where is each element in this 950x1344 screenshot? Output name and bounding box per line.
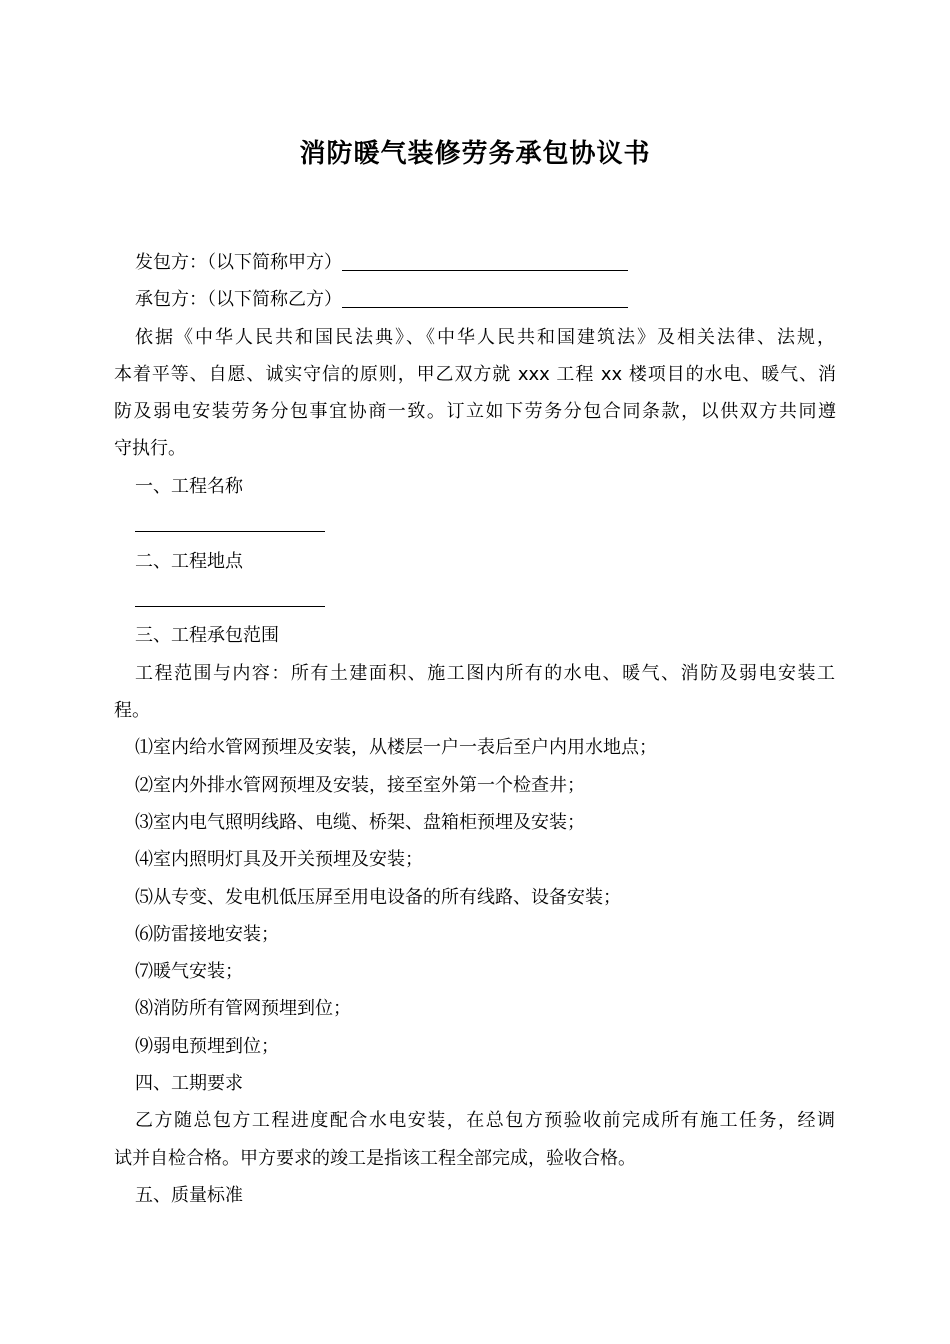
party-b-label: 承包方：（以下简称乙方） (135, 289, 342, 310)
intro-line-1: 依据《中华人民共和国民法典》、《中华人民共和国建筑法》及相关法律、法规， (135, 327, 835, 348)
scope-line-1: 工程范围与内容：所有土建面积、施工图内所有的水电、暖气、消防及弱电安装工 (135, 663, 835, 684)
section-3-heading: 三、工程承包范围 (135, 625, 279, 646)
party-b-row (135, 281, 835, 318)
project-name-blank (135, 531, 325, 532)
section-5-heading: 五、质量标准 (135, 1185, 243, 1206)
project-location-blank (135, 606, 325, 607)
party-b-blank (342, 285, 628, 308)
scope-line-2: 程。 (114, 700, 150, 721)
intro-line-3: 防及弱电安装劳务分包事宜协商一致。订立如下劳务分包合同条款，以供双方共同遵 (114, 401, 836, 422)
party-a-blank (342, 248, 628, 271)
scope-item-2: ⑵室内外排水管网预埋及安装，接至室外第一个检查井； (135, 775, 585, 796)
party-a-row (135, 244, 835, 281)
schedule-line-2: 试并自检合格。甲方要求的竣工是指该工程全部完成，验收合格。 (114, 1148, 636, 1169)
scope-item-8: ⑻消防所有管网预埋到位； (135, 998, 351, 1019)
scope-item-7: ⑺暖气安装； (135, 961, 243, 982)
scope-item-9: ⑼弱电预埋到位； (135, 1036, 279, 1057)
scope-item-5: ⑸从专变、发电机低压屏至用电设备的所有线路、设备安装； (135, 887, 621, 908)
section-1-heading: 一、工程名称 (135, 476, 243, 497)
schedule-line-1: 乙方随总包方工程进度配合水电安装，在总包方预验收前完成所有施工任务，经调 (135, 1110, 835, 1131)
scope-item-3: ⑶室内电气照明线路、电缆、桥架、盘箱柜预埋及安装； (135, 812, 585, 833)
intro-line-2: 本着平等、自愿、诚实守信的原则，甲乙双方就 xxx 工程 xx 楼项目的水电、暖气、消 (114, 364, 836, 385)
scope-item-1: ⑴室内给水管网预埋及安装，从楼层一户一表后至户内用水地点； (135, 737, 657, 758)
section-4-heading: 四、工期要求 (135, 1073, 243, 1094)
party-a-label: 发包方：（以下简称甲方） (135, 252, 342, 273)
scope-item-4: ⑷室内照明灯具及开关预埋及安装； (135, 849, 423, 870)
document-title: 消防暖气装修劳务承包协议书 (299, 139, 651, 169)
section-2-heading: 二、工程地点 (135, 551, 243, 572)
intro-line-4: 守执行。 (114, 438, 186, 459)
scope-item-6: ⑹防雷接地安装； (135, 924, 279, 945)
